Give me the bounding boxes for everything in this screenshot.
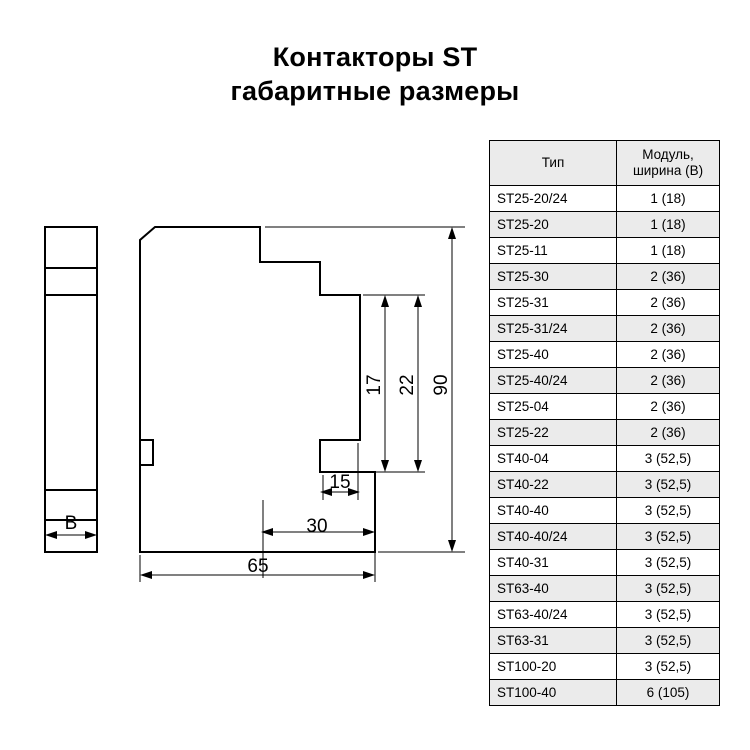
page-title-line2: габаритные размеры bbox=[230, 76, 520, 106]
cell-type: ST25-22 bbox=[490, 420, 617, 446]
column-header-module bbox=[617, 141, 720, 186]
table-row bbox=[490, 394, 720, 420]
table-header-row bbox=[490, 141, 720, 186]
dimension-label-15: 15 bbox=[329, 472, 351, 493]
cell-module: 3 (52,5) bbox=[617, 654, 720, 680]
page-title bbox=[0, 40, 750, 108]
table-row bbox=[490, 680, 720, 706]
cell-module: 3 (52,5) bbox=[617, 628, 720, 654]
table-row bbox=[490, 316, 720, 342]
cell-module: 2 (36) bbox=[617, 368, 720, 394]
dimension-label-22: 22 bbox=[397, 374, 418, 396]
cell-module: 3 (52,5) bbox=[617, 498, 720, 524]
cell-type: ST25-20/24 bbox=[490, 186, 617, 212]
table-row bbox=[490, 654, 720, 680]
cell-type: ST40-40 bbox=[490, 498, 617, 524]
dimension-label-30: 30 bbox=[306, 516, 328, 537]
column-header-module-line1: Модуль, bbox=[642, 147, 694, 162]
page-title-line1: Контакторы ST bbox=[272, 42, 478, 72]
cell-type: ST63-40 bbox=[490, 576, 617, 602]
cell-type: ST25-31/24 bbox=[490, 316, 617, 342]
table-row bbox=[490, 498, 720, 524]
cell-type: ST100-20 bbox=[490, 654, 617, 680]
table-row bbox=[490, 446, 720, 472]
cell-type: ST25-11 bbox=[490, 238, 617, 264]
cell-module: 6 (105) bbox=[617, 680, 720, 706]
table-row bbox=[490, 602, 720, 628]
cell-type: ST40-04 bbox=[490, 446, 617, 472]
dimension-label-90: 90 bbox=[431, 374, 452, 396]
cell-module: 1 (18) bbox=[617, 212, 720, 238]
cell-type: ST100-40 bbox=[490, 680, 617, 706]
table-row bbox=[490, 524, 720, 550]
cell-module: 1 (18) bbox=[617, 186, 720, 212]
table-row bbox=[490, 628, 720, 654]
cell-module: 2 (36) bbox=[617, 420, 720, 446]
table-row bbox=[490, 420, 720, 446]
cell-module: 2 (36) bbox=[617, 394, 720, 420]
cell-module: 1 (18) bbox=[617, 238, 720, 264]
cell-type: ST25-31 bbox=[490, 290, 617, 316]
cell-module: 3 (52,5) bbox=[617, 446, 720, 472]
cell-type: ST25-30 bbox=[490, 264, 617, 290]
cell-type: ST63-31 bbox=[490, 628, 617, 654]
table-row bbox=[490, 576, 720, 602]
cell-type: ST40-40/24 bbox=[490, 524, 617, 550]
table-row bbox=[490, 264, 720, 290]
cell-module: 3 (52,5) bbox=[617, 550, 720, 576]
cell-type: ST25-40/24 bbox=[490, 368, 617, 394]
column-header-module-line2: ширина (B) bbox=[632, 163, 704, 178]
cell-module: 2 (36) bbox=[617, 342, 720, 368]
table-row bbox=[490, 472, 720, 498]
dimension-label-65: 65 bbox=[247, 556, 269, 577]
table-row bbox=[490, 186, 720, 212]
table-body bbox=[490, 186, 720, 706]
cell-type: ST40-22 bbox=[490, 472, 617, 498]
column-header-type: Тип bbox=[490, 141, 617, 186]
cell-module: 2 (36) bbox=[617, 264, 720, 290]
dimension-label-b: B bbox=[64, 513, 78, 534]
table-row bbox=[490, 368, 720, 394]
table-row bbox=[490, 212, 720, 238]
cell-module: 2 (36) bbox=[617, 290, 720, 316]
table-row bbox=[490, 342, 720, 368]
cell-module: 3 (52,5) bbox=[617, 472, 720, 498]
cell-type: ST25-04 bbox=[490, 394, 617, 420]
cell-module: 3 (52,5) bbox=[617, 524, 720, 550]
dimension-drawing bbox=[20, 200, 490, 650]
specifications-table bbox=[489, 140, 720, 706]
cell-type: ST63-40/24 bbox=[490, 602, 617, 628]
dimension-label-17: 17 bbox=[364, 374, 385, 396]
cell-type: ST40-31 bbox=[490, 550, 617, 576]
table-row bbox=[490, 550, 720, 576]
table-row bbox=[490, 290, 720, 316]
cell-module: 3 (52,5) bbox=[617, 602, 720, 628]
cell-type: ST25-40 bbox=[490, 342, 617, 368]
cell-type: ST25-20 bbox=[490, 212, 617, 238]
cell-module: 3 (52,5) bbox=[617, 576, 720, 602]
table-row bbox=[490, 238, 720, 264]
cell-module: 2 (36) bbox=[617, 316, 720, 342]
